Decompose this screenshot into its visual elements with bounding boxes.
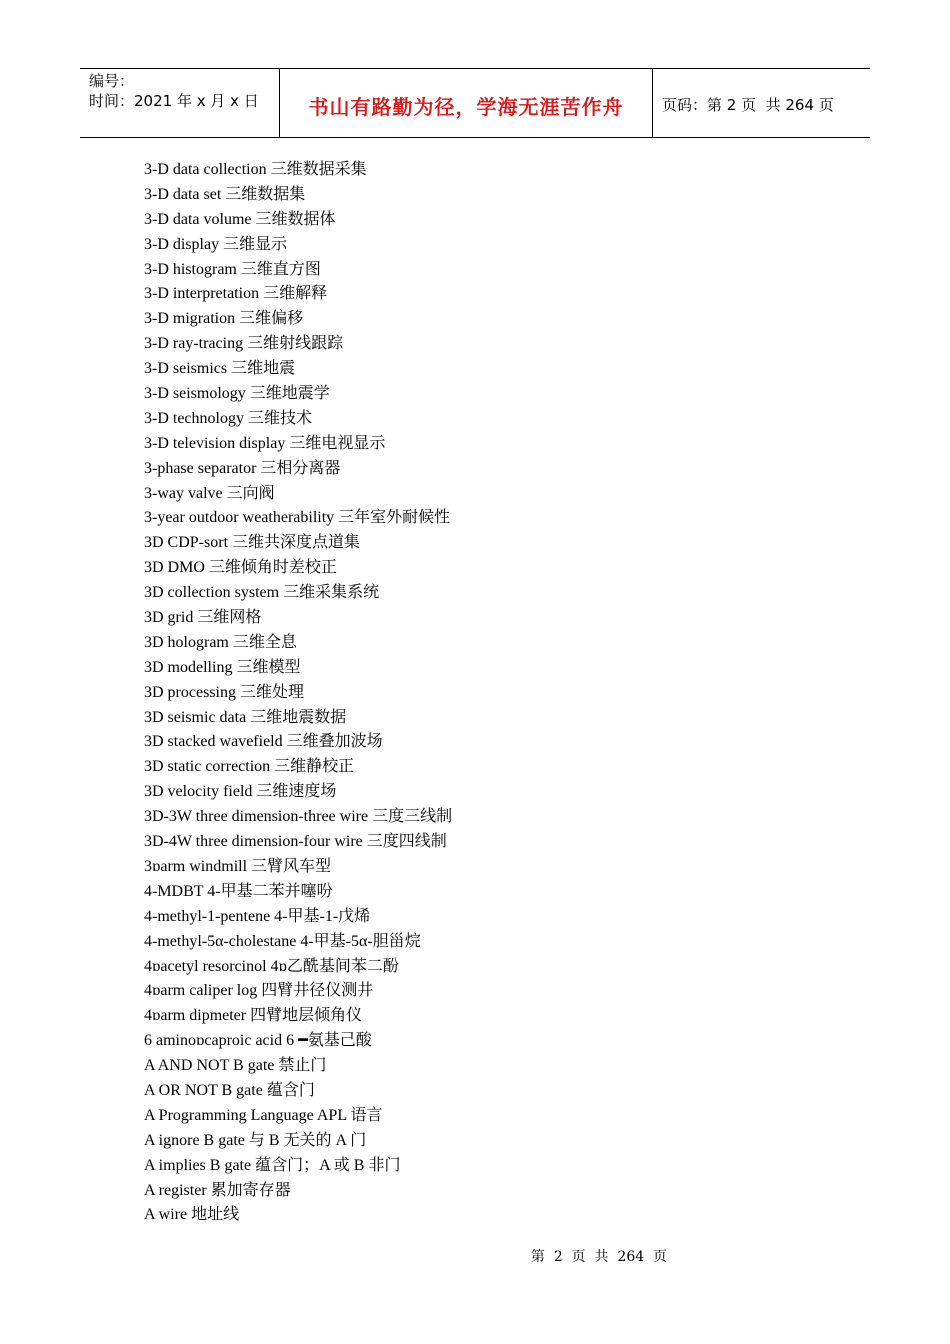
glossary-entry: 3-D data set 三维数据集 [144, 185, 306, 203]
glossary-entry: 3-D histogram 三维直方图 [144, 260, 321, 278]
document-date-label: 时间：2021 年 x 月 x 日 [89, 92, 259, 110]
glossary-entry: 3-D seismics 三维地震 [144, 360, 296, 378]
header-motto: 书山有路勤为径，学海无涯苦作舟 [280, 69, 653, 137]
glossary-entry: 3ɒarm windmill 三臂风车型 [144, 857, 332, 875]
glossary-entry: 4ɒarm dipmeter 四臂地层倾角仪 [144, 1007, 363, 1025]
glossary-list [144, 158, 452, 1228]
glossary-entry: A wire 地址线 [144, 1206, 240, 1224]
glossary-entry: A AND NOT B gate 禁止门 [144, 1057, 327, 1075]
glossary-entry: 3-D ray-tracing 三维射线跟踪 [144, 335, 344, 353]
glossary-entry: A Programming Language APL 语言 [144, 1106, 383, 1124]
glossary-entry: 4-MDBT 4-甲基二苯并噻吩 [144, 882, 333, 900]
glossary-entry: 3-D display 三维显示 [144, 235, 288, 253]
glossary-entry: 3D DMO 三维倾角时差校正 [144, 559, 337, 577]
glossary-entry: 3D stacked wavefield 三维叠加波场 [144, 733, 383, 751]
glossary-entry: 3-D technology 三维技术 [144, 409, 312, 427]
glossary-entry: 3D modelling 三维模型 [144, 658, 301, 676]
glossary-entry: 3-D seismology 三维地震学 [144, 385, 330, 403]
glossary-entry: 4-methyl-1-pentene 4-甲基-1-戊烯 [144, 907, 371, 925]
glossary-entry: 3D CDP-sort 三维共深度点道集 [144, 534, 361, 552]
glossary-entry: 3D processing 三维处理 [144, 683, 304, 701]
glossary-entry: 4ɒarm caliper log 四臂井径仪测井 [144, 982, 374, 1000]
glossary-entry: 3-way valve 三向阀 [144, 484, 275, 502]
glossary-entry: 3-year outdoor weatherability 三年室外耐候性 [144, 509, 451, 527]
glossary-entry: 4ɒacetyl resorcinol 4ɒ乙酰基间苯二酚 [144, 957, 399, 975]
glossary-entry: 3D grid 三维网格 [144, 609, 262, 627]
glossary-entry: A register 累加寄存器 [144, 1181, 291, 1199]
glossary-entry: 3-D migration 三维偏移 [144, 310, 304, 328]
glossary-entry: 3-D data volume 三维数据体 [144, 210, 336, 228]
page-header [80, 68, 870, 138]
glossary-entry: 3D-3W three dimension-three wire 三度三线制 [144, 808, 453, 826]
document-number-label: 编号： [89, 72, 135, 90]
glossary-entry: 3-D television display 三维电视显示 [144, 434, 386, 452]
glossary-entry: 3D-4W three dimension-four wire 三度四线制 [144, 833, 447, 851]
glossary-entry: 3D collection system 三维采集系统 [144, 584, 380, 602]
glossary-entry: 3D hologram 三维全息 [144, 633, 297, 651]
glossary-entry: A implies B gate 蕴含门；A 或 B 非门 [144, 1156, 401, 1174]
header-meta [80, 69, 280, 137]
glossary-entry: 3D seismic data 三维地震数据 [144, 708, 347, 726]
glossary-entry: 3-D data collection 三维数据采集 [144, 161, 367, 178]
glossary-entry: 3-D interpretation 三维解释 [144, 285, 328, 303]
glossary-entry: 3D static correction 三维静校正 [144, 758, 355, 776]
header-page-info: 页码：第 2 页 共 264 页 [662, 95, 834, 114]
glossary-entry: 3D velocity field 三维速度场 [144, 783, 337, 801]
page-footer: 第 2 页 共 264 页 [530, 1249, 668, 1265]
glossary-entry: A OR NOT B gate 蕴含门 [144, 1081, 315, 1099]
glossary-entry: 3-phase separator 三相分离器 [144, 459, 341, 477]
glossary-entry: 6 aminoɒcaproic acid 6 ━氨基己酸 [144, 1032, 372, 1050]
glossary-entry: 4-methyl-5α-cholestane 4-甲基-5α-胆甾烷 [144, 932, 421, 950]
glossary-entry: A ignore B gate 与 B 无关的 A 门 [144, 1131, 367, 1149]
